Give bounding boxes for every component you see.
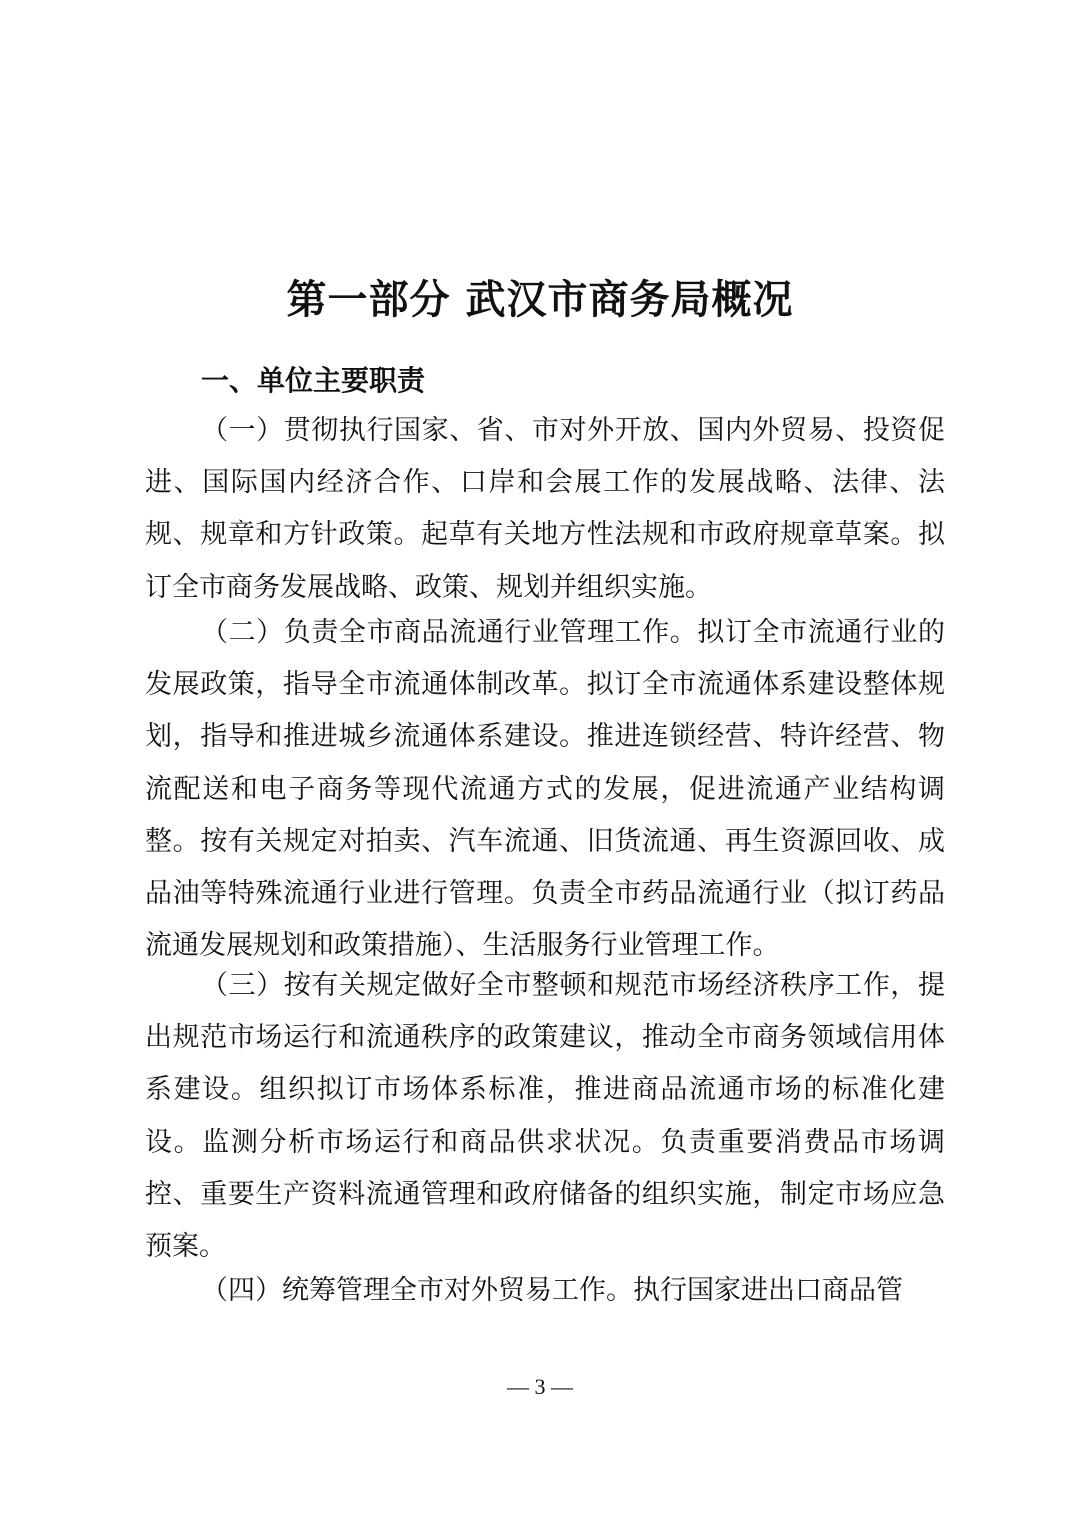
page-title: 第一部分 武汉市商务局概况 (286, 277, 794, 323)
paragraph-4: （四）统筹管理全市对外贸易工作。执行国家进出口商品管 (201, 1275, 903, 1306)
paragraph-2: （二）负责全市商品流通行业管理工作。拟订全市流通行业的发展政策，指导全市流通体制改革。拟订全市流通体系建设整体规划，指导和推进城乡流通体系建设。推进连锁经营、特许经营、物流配送和电子商务等现代流通方式的发展，促进流通产业结构调整。按有关规定对拍卖、汽车流通、旧货流通、再生资源回收、成品油等特殊流通行业进行管理。负责全市药品流通行业（拟订药品流通发展规划和政策措施）、生活服务行业管理工作。 (145, 617, 945, 962)
paragraph-3: （三）按有关规定做好全市整顿和规范市场经济秩序工作，提出规范市场运行和流通秩序的政策建议，推动全市商务领域信用体系建设。组织拟订市场体系标准，推进商品流通市场的标准化建设。监测分析市场运行和商品供求状况。负责重要消费品市场调控、重要生产资料流通管理和政府储备的组织实施，制定市场应急预案。 (145, 970, 945, 1263)
page-number: — 3 — (507, 1374, 573, 1399)
section-heading: 一、单位主要职责 (201, 364, 426, 397)
paragraph-1: （一）贯彻执行国家、省、市对外开放、国内外贸易、投资促进、国际国内经济合作、口岸和会展工作的发展战略、法律、法规、规章和方针政策。起草有关地方性法规和市政府规章草案。拟订全市商务发展战略、政策、规划并组织实施。 (145, 415, 945, 603)
